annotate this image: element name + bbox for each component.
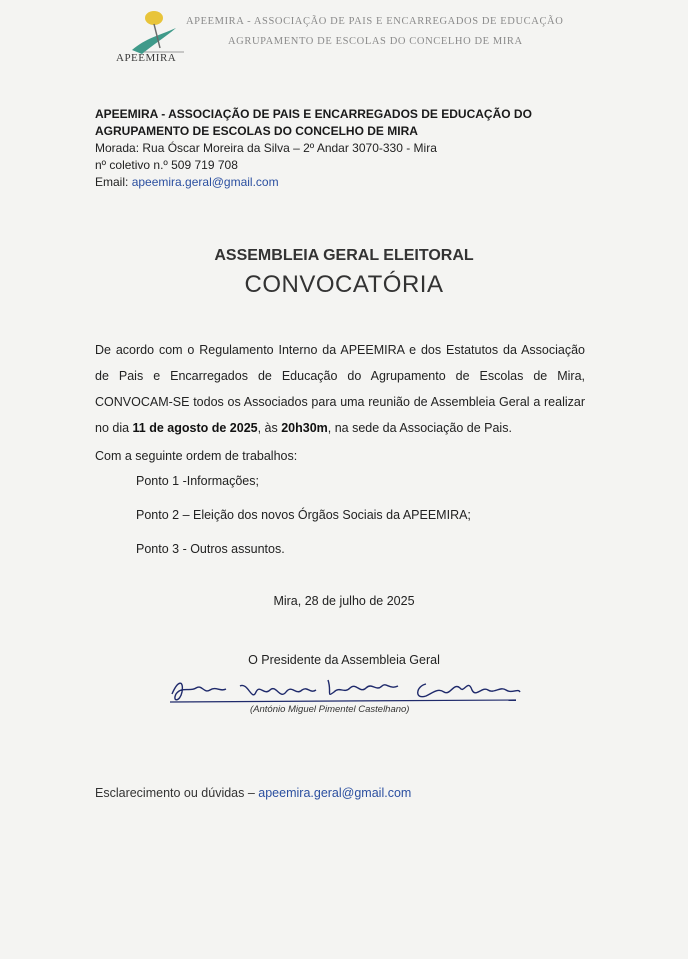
letterhead-line-2: AGRUPAMENTO DE ESCOLAS DO CONCELHO DE MIRA: [228, 36, 523, 47]
place-date: Mira, 28 de julho de 2025: [273, 594, 415, 608]
footer-contact: [95, 786, 411, 800]
agenda-point-2: Ponto 2 – Eleição dos novos Órgãos Sociais da APEEMIRA;: [136, 508, 471, 522]
document-subheading: CONVOCATÓRIA: [244, 271, 444, 298]
sender-email-label: Email:: [95, 175, 132, 189]
signer-role: O Presidente da Assembleia Geral: [248, 653, 440, 667]
agenda-point-3: Ponto 3 - Outros assuntos.: [136, 542, 285, 556]
paragraph-text-b: , às: [257, 421, 282, 435]
convocation-paragraph: [95, 337, 585, 441]
paragraph-text-a: De acordo com o Regulamento Interno da APEEMIRA e dos Estatutos da Associação de Pais e Encarregados de Educação do Agrupamento de Escolas de Mira, CONVOCAM-SE todos os Associados para uma reunião de Assembleia Geral a realizar no dia: [95, 343, 585, 435]
sender-name-line-2: AGRUPAMENTO DE ESCOLAS DO CONCELHO DE MIRA: [95, 124, 418, 138]
letterhead-line-1: APEEMIRA - ASSOCIAÇÃO DE PAIS E ENCARREGADOS DE EDUCAÇÃO: [186, 16, 564, 27]
sender-name-line-1: APEEMIRA - ASSOCIAÇÃO DE PAIS E ENCARREGADOS DE EDUCAÇÃO DO: [95, 107, 532, 121]
signer-name: (António Miguel Pimentel Castelhano): [250, 704, 410, 715]
footer-label: Esclarecimento ou dúvidas –: [95, 786, 259, 800]
agenda-intro: Com a seguinte ordem de trabalhos:: [95, 449, 298, 463]
paragraph-text-c: , na sede da Associação de Pais.: [327, 421, 512, 435]
document-heading: ASSEMBLEIA GERAL ELEITORAL: [214, 247, 474, 264]
meeting-date: 11 de agosto de 2025: [132, 421, 258, 435]
agenda-point-1: Ponto 1 -Informações;: [136, 474, 259, 488]
footer-email-link[interactable]: apeemira.geral@gmail.com: [258, 786, 412, 800]
sender-email-row: [95, 174, 532, 191]
meeting-time: 20h30m: [281, 421, 328, 435]
sender-email-link[interactable]: apeemira.geral@gmail.com: [131, 175, 279, 189]
logo-text: APEEMIRA: [116, 52, 177, 64]
sender-address: Morada: Rua Óscar Moreira da Silva – 2º Andar 3070-330 - Mira: [95, 141, 437, 155]
sender-block: [95, 106, 532, 191]
sender-nif: nº coletivo n.º 509 719 708: [95, 158, 238, 172]
